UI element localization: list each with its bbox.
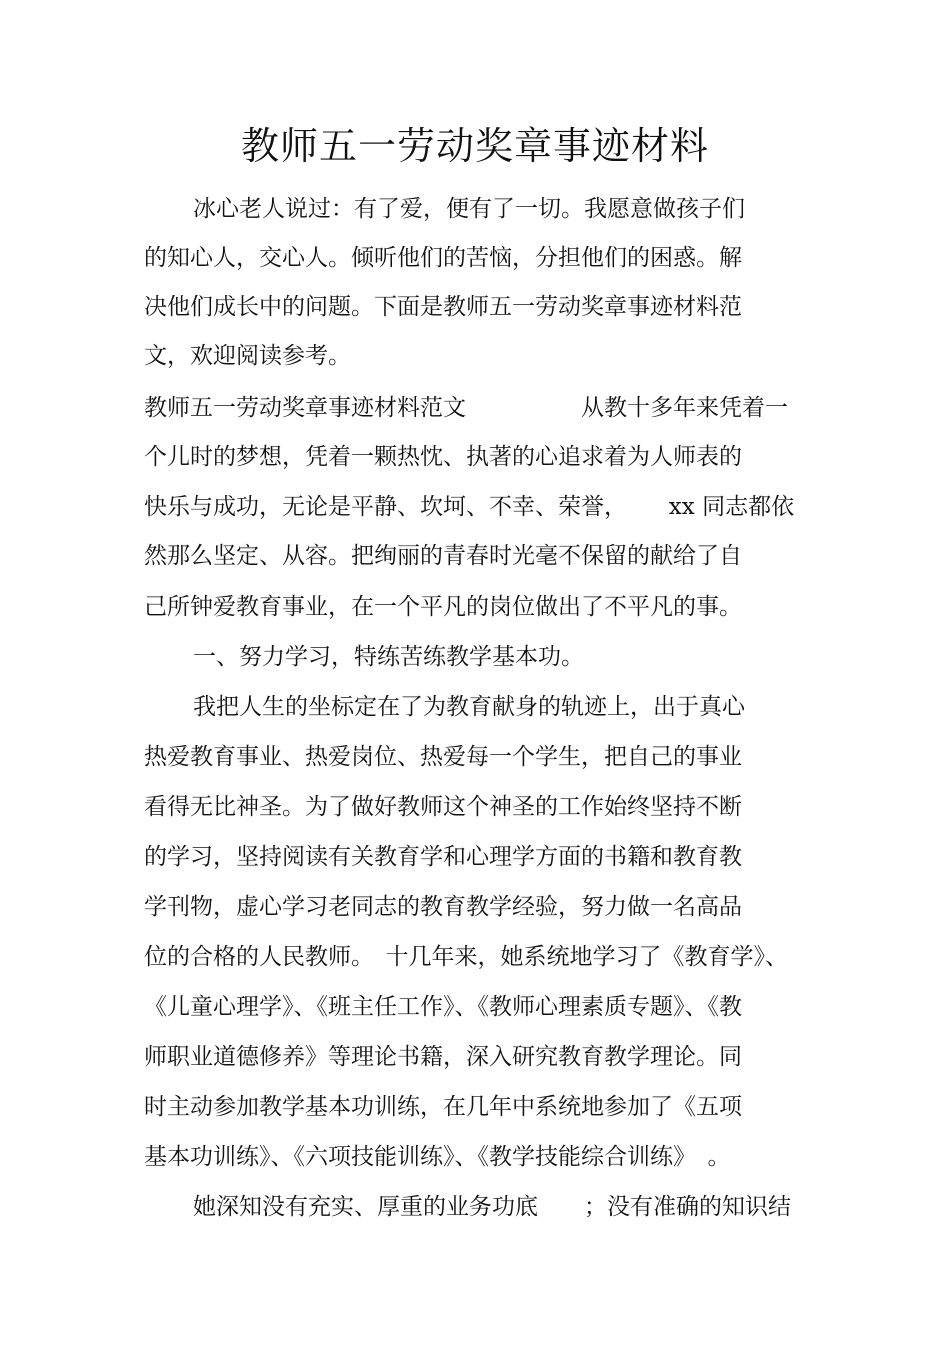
paragraph-line: 己所钟爱教育事业，在一个平凡的岗位做出了不平凡的事。 [144,594,742,620]
paragraph-line: 文，欢迎阅读参考。 [144,343,351,369]
paragraph-line: 位的合格的人民教师。 十几年来，她系统地学习了《教育学》、 [144,944,788,970]
paragraph-line: 快乐与成功，无论是平静、坎坷、不幸、荣誉， xx 同志都依 [144,494,795,520]
paragraph-line: 基本功训练》、《六项技能训练》、《教学技能综合训练》 。 [144,1144,731,1170]
paragraph-line: 热爱教育事业、热爱岗位、热爱每一个学生，把自己的事业 [144,744,742,770]
paragraph-line: 决他们成长中的问题。下面是教师五一劳动奖章事迹材料范 [144,294,742,320]
paragraph-line: 时主动参加教学基本功训练，在几年中系统地参加了《五项 [144,1094,742,1120]
paragraph-line: 看得无比神圣。为了做好教师这个神圣的工作始终坚持不断 [144,794,742,820]
paragraph-line: 师职业道德修养》等理论书籍，深入研究教育教学理论。同 [144,1044,742,1070]
page-title: 教师五一劳动奖章事迹材料 [240,124,709,168]
paragraph-line: 教师五一劳动奖章事迹材料范文 从教十多年来凭着一 [144,395,788,421]
paragraph-line: 然那么坚定、从容。把绚丽的青春时光毫不保留的献给了自 [144,543,742,569]
paragraph-line: 她深知没有充实、厚重的业务功底 ；没有准确的知识结 [193,1194,791,1220]
paragraph-line: 《儿童心理学》、《班主任工作》、《教师心理素质专题》、《教 [144,994,742,1020]
paragraph-line: 学刊物，虚心学习老同志的教育教学经验，努力做一名高品 [144,894,742,920]
section-heading: 一、努力学习，特练苦练教学基本功。 [193,644,584,670]
paragraph-line: 个儿时的梦想，凭着一颗热忱、执著的心追求着为人师表的 [144,444,742,470]
paragraph-line: 的学习，坚持阅读有关教育学和心理学方面的书籍和教育教 [144,844,742,870]
paragraph-line: 我把人生的坐标定在了为教育献身的轨迹上，出于真心 [193,694,745,720]
paragraph-line: 的知心人，交心人。倾听他们的苦恼，分担他们的困惑。解 [144,245,742,271]
paragraph-line: 冰心老人说过：有了爱，便有了一切。我愿意做孩子们 [193,196,745,222]
